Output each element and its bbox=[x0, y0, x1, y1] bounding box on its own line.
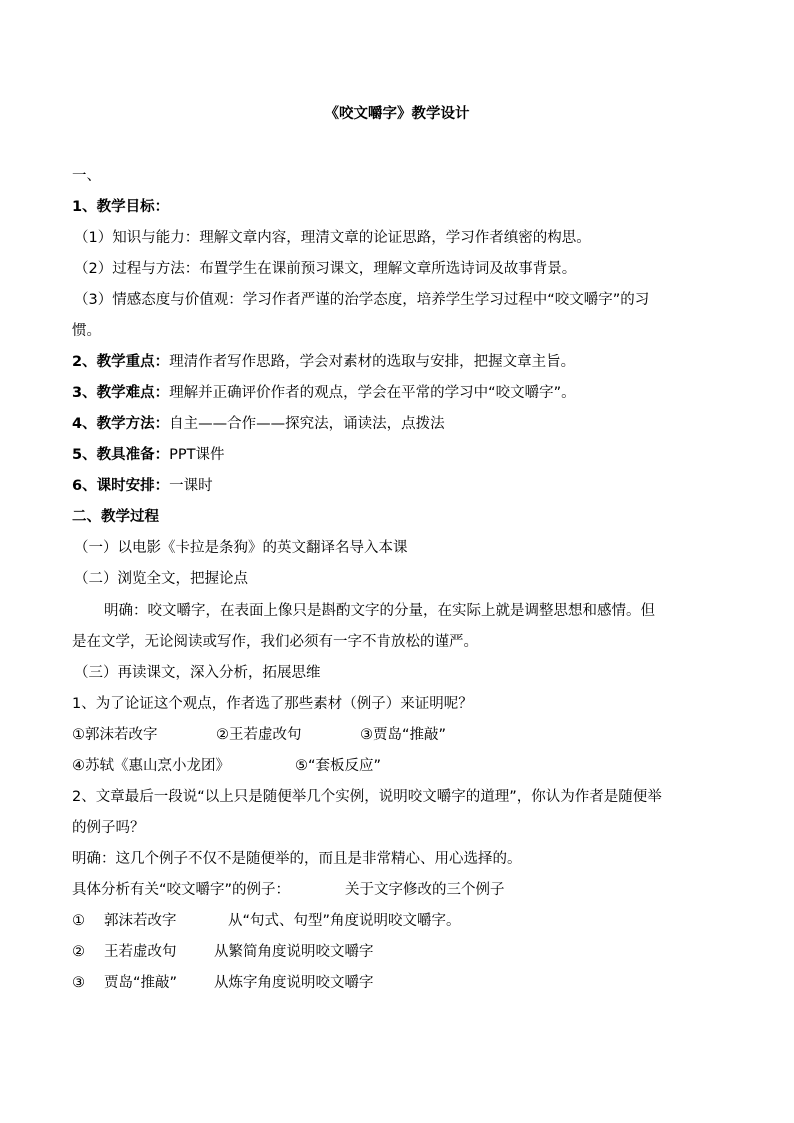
goal-knowledge: （1）知识与能力：理解文章内容，理清文章的论证思路，学习作者缜密的构思。 bbox=[74, 230, 591, 246]
analysis-desc: 从繁简角度说明咬文嚼字 bbox=[214, 944, 374, 960]
tools-label: 5、教具准备： bbox=[72, 447, 170, 463]
teaching-tools bbox=[72, 445, 224, 465]
step-reread: （三）再读课文，深入分析，拓展思维 bbox=[74, 665, 321, 681]
difficulty-text: 理解并正确评价作者的观点，学会在平常的学习中“咬文嚼字”。 bbox=[169, 385, 576, 401]
schedule-label: 6、课时安排： bbox=[72, 478, 170, 494]
class-schedule bbox=[72, 476, 213, 496]
analysis-desc: 从“句式、句型”角度说明咬文嚼字。 bbox=[228, 913, 461, 929]
clarify1-line1: 明确：咬文嚼字，在表面上像只是斟酌文字的分量，在实际上就是调整思想和感情。但 bbox=[104, 603, 655, 619]
document-title: 《咬文嚼字》教学设计 bbox=[324, 106, 470, 122]
clarify2: 明确：这几个例子不仅不是随便举的，而且是非常精心、用心选择的。 bbox=[72, 851, 522, 867]
difficulty-label: 3、教学难点： bbox=[72, 385, 170, 401]
clarify1-line2: 是在文学，无论阅读或写作，我们必须有一字不肯放松的谨严。 bbox=[72, 634, 478, 650]
analysis-name: 郭沫若改字 bbox=[104, 913, 177, 929]
goals-label: 1、教学目标： bbox=[72, 199, 170, 215]
method-text: 自主——合作——探究法，诵读法，点拨法 bbox=[169, 416, 445, 432]
analysis-num: ② bbox=[72, 944, 85, 960]
goal-attitude-line1: （3）情感态度与价值观：学习作者严谨的治学态度，培养学生学习过程中“咬文嚼字”的习 bbox=[74, 292, 650, 308]
difficulty-point bbox=[72, 383, 576, 403]
goal-attitude-line2: 惯。 bbox=[72, 323, 101, 339]
example-item: ①郭沫若改字 bbox=[72, 727, 158, 743]
tools-text: PPT课件 bbox=[169, 447, 225, 463]
analysis-num: ① bbox=[72, 913, 85, 929]
section2-heading: 二、教学过程 bbox=[72, 509, 159, 525]
example-item: ②王若虚改句 bbox=[216, 727, 302, 743]
step-intro: （一）以电影《卡拉是条狗》的英文翻译名导入本课 bbox=[74, 540, 408, 556]
question-2-line2: 的例子吗？ bbox=[72, 820, 145, 836]
goal-process: （2）过程与方法：布置学生在课前预习课文，理解文章所选诗词及故事背景。 bbox=[74, 261, 577, 277]
schedule-text: 一课时 bbox=[169, 478, 213, 494]
key-point-text: 理清作者写作思路，学会对素材的选取与安排，把握文章主旨。 bbox=[169, 354, 576, 370]
question-1: 1、为了论证这个观点，作者选了那些素材（例子）来证明呢？ bbox=[72, 696, 473, 712]
step-browse: （二）浏览全文，把握论点 bbox=[74, 571, 248, 587]
analysis-desc: 从炼字角度说明咬文嚼字 bbox=[214, 975, 374, 991]
key-point bbox=[72, 352, 575, 372]
analysis-name: 贾岛“推敲” bbox=[104, 975, 178, 991]
analysis-num: ③ bbox=[72, 975, 85, 991]
example-item: ③贾岛“推敲” bbox=[360, 727, 447, 743]
example-item: ④苏轼《惠山烹小龙团》 bbox=[72, 758, 230, 774]
method-label: 4、教学方法： bbox=[72, 416, 170, 432]
example-item: ⑤“套板反应” bbox=[295, 758, 382, 774]
section1-heading: 一、 bbox=[72, 168, 101, 184]
analysis-group: 关于文字修改的三个例子 bbox=[345, 882, 505, 898]
analysis-intro: 具体分析有关“咬文嚼字”的例子： bbox=[72, 882, 291, 898]
analysis-name: 王若虚改句 bbox=[104, 944, 177, 960]
question-2-line1: 2、文章最后一段说“以上只是随便举几个实例，说明咬文嚼字的道理”，你认为作者是随便举 bbox=[72, 789, 662, 805]
key-point-label: 2、教学重点： bbox=[72, 354, 170, 370]
teaching-method bbox=[72, 414, 445, 434]
